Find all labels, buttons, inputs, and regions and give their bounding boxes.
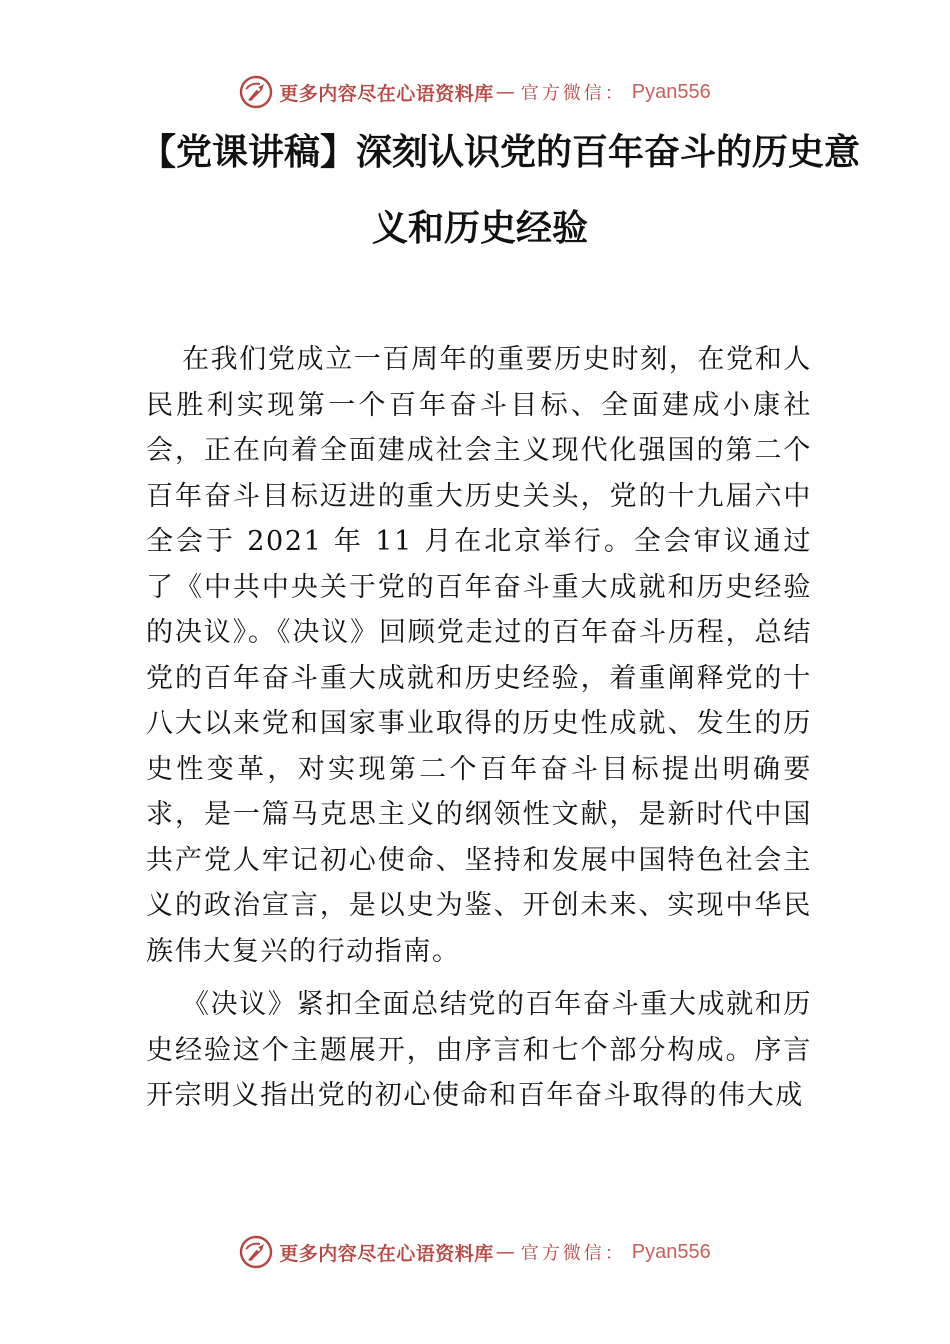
banner-wechat-id: Pyan556 xyxy=(631,80,711,103)
banner-site-text: 更多内容尽在心语资料库 xyxy=(279,82,494,105)
banner-site-text: 更多内容尽在心语资料库 xyxy=(279,1242,494,1265)
header-banner xyxy=(0,72,950,112)
banner-wechat-id: Pyan556 xyxy=(631,1240,711,1263)
banner-dash: — xyxy=(495,1241,515,1263)
pen-nib-logo-icon xyxy=(239,1235,273,1269)
banner-dash: — xyxy=(495,81,515,103)
document-title-line-2: 义和历史经验 xyxy=(371,207,588,249)
document-body xyxy=(146,337,812,1127)
paragraph-2: 《决议》紧扣全面总结党的百年奋斗重大成就和历史经验这个主题展开，由序言和七个部分构成。序言开宗明义指出党的初心使命和百年奋斗取得的伟大成 xyxy=(146,989,812,1111)
banner-wechat-label: 官方微信： xyxy=(520,83,626,104)
footer-banner xyxy=(0,1232,950,1272)
pen-nib-logo-icon xyxy=(239,75,273,109)
document-title xyxy=(140,114,861,266)
paragraph-1: 在我们党成立一百周年的重要历史时刻，在党和人民胜利实现第一个百年奋斗目标、全面建成小康社会，正在向着全面建成社会主义现代化强国的第二个百年奋斗目标迈进的重大历史关头，党的十九届六中全会于 2021 年 11 月在北京举行。全会审议通过了《中共中央关于党的百年奋斗重大成就和历史经验的决议》。《决议》回顾党走过的百年奋斗历程，总结党的百年奋斗重大成就和历史经验，着重阐释党的十八大以来党和国家事业取得的历史性成就、发生的历史性变革，对实现第二个百年奋斗目标提出明确要求，是一篇马克思主义的纲领性文献，是新时代中国共产党人牢记初心使命、坚持和发展中国特色社会主义的政治宣言，是以史为鉴、开创未来、实现中华民族伟大复兴的行动指南。 xyxy=(146,344,812,967)
document-title-line-1: 【党课讲稿】深刻认识党的百年奋斗的历史意 xyxy=(140,131,861,173)
banner-wechat-label: 官方微信： xyxy=(520,1243,626,1264)
